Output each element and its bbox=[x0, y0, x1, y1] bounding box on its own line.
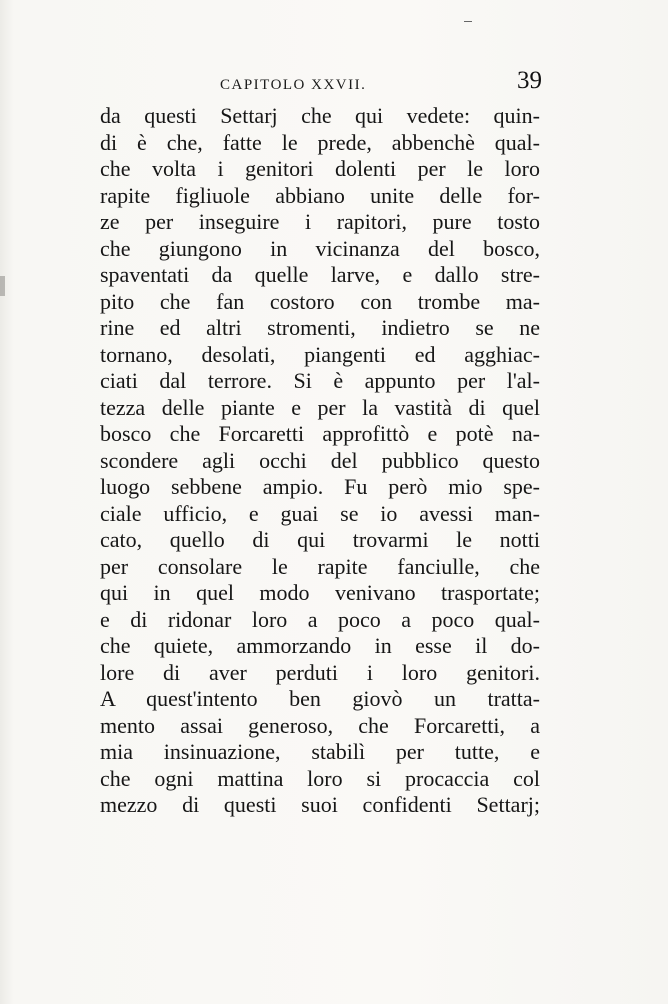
text-line: tezza delle piante e per la vastità di quel bbox=[100, 394, 540, 420]
running-head: CAPITOLO XXVII. bbox=[220, 77, 367, 93]
paper-speck bbox=[464, 21, 472, 22]
text-line: ze per inseguire i rapitori, pure tosto bbox=[100, 209, 540, 234]
text-line: spaventati da quelle larve, e dallo stre- bbox=[100, 262, 540, 287]
text-line: rapite figliuole abbiano unite delle for- bbox=[100, 182, 540, 208]
text-line: che ogni mattina loro si procaccia col bbox=[100, 765, 540, 791]
text-line: di è che, fatte le prede, abbenchè qual- bbox=[100, 129, 540, 155]
text-line: che volta i genitori dolenti per le loro bbox=[100, 156, 540, 181]
body-text bbox=[100, 103, 540, 819]
text-line: cato, quello di qui trovarmi le notti bbox=[100, 527, 540, 552]
text-line: per consolare le rapite fanciulle, che bbox=[100, 553, 540, 579]
page-number: 39 bbox=[517, 67, 542, 94]
text-line: ciati dal terrore. Si è appunto per l'al- bbox=[100, 368, 540, 393]
text-line: e di ridonar loro a poco a poco qual- bbox=[100, 606, 540, 632]
text-line: mento assai generoso, che Forcaretti, a bbox=[100, 712, 540, 738]
text-line: mia insinuazione, stabilì per tutte, e bbox=[100, 739, 540, 764]
text-line: scondere agli occhi del pubblico questo bbox=[100, 447, 540, 473]
text-line: da questi Settarj che qui vedete: quin- bbox=[100, 103, 540, 128]
binding-shadow-mark bbox=[0, 276, 5, 296]
text-line: che quiete, ammorzando in esse il do- bbox=[100, 633, 540, 658]
text-line: mezzo di questi suoi confidenti Settarj; bbox=[100, 792, 540, 817]
text-line: rine ed altri stromenti, indietro se ne bbox=[100, 315, 540, 340]
text-line: ciale ufficio, e guai se io avessi man- bbox=[100, 500, 540, 526]
text-line: qui in quel modo venivano trasportate; bbox=[100, 580, 540, 605]
text-line: bosco che Forcaretti approfittò e potè na- bbox=[100, 421, 540, 446]
text-line: luogo sebbene ampio. Fu però mio spe- bbox=[100, 474, 540, 499]
text-line: lore di aver perduti i loro genitori. bbox=[100, 659, 540, 685]
text-line: tornano, desolati, piangenti ed agghiac- bbox=[100, 341, 540, 367]
page-header bbox=[108, 67, 542, 100]
text-line: che giungono in vicinanza del bosco, bbox=[100, 235, 540, 261]
text-line: A quest'intento ben giovò un tratta- bbox=[100, 686, 540, 711]
text-line: pito che fan costoro con trombe ma- bbox=[100, 288, 540, 314]
